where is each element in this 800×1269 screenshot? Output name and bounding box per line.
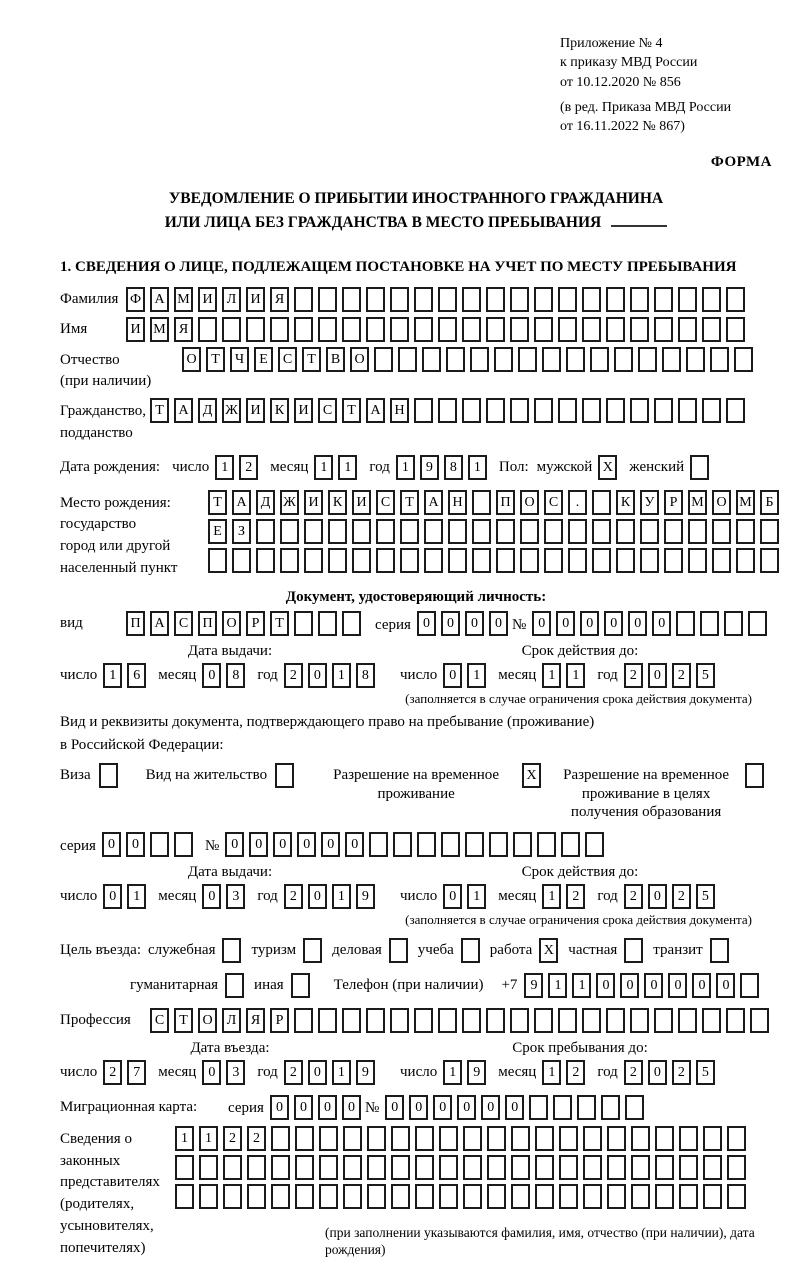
identity-issue-year-cells[interactable]: 2 0 1 8 (284, 663, 375, 688)
male-checkbox[interactable]: X (598, 455, 617, 480)
citizenship-cells[interactable]: Т А Д Ж И К И С Т А Н (150, 398, 745, 423)
annex-line-2: к приказу МВД России (560, 55, 698, 71)
month-word: месяц (158, 887, 197, 904)
birth-year-cells[interactable]: 1 9 8 1 (396, 455, 487, 480)
entry-date-headers (60, 1039, 772, 1058)
residence-valid-month-cells[interactable]: 1 2 (542, 884, 585, 909)
representatives-row2-cells[interactable] (175, 1155, 772, 1180)
purpose-transit-checkbox[interactable] (710, 938, 729, 963)
day-word: число (400, 1063, 438, 1080)
residence-valid-year-cells[interactable]: 2 0 2 5 (624, 884, 715, 909)
patronymic-label: Отчество (при наличии) (60, 351, 152, 390)
identity-valid-note: (заполняется в случае ограничения срока действия документа) (405, 691, 752, 707)
year-word: год (369, 458, 390, 475)
representatives-row1-cells[interactable]: 1 1 2 2 (175, 1126, 772, 1151)
purpose-study-checkbox[interactable] (461, 938, 480, 963)
annex-line-5: от 16.11.2022 № 867) (560, 119, 685, 135)
residence-option-vnzh: Вид на жительство (146, 763, 294, 788)
identity-kind-cells[interactable]: П А С П О Р Т (126, 611, 361, 636)
purpose-humanitarian-checkbox[interactable] (225, 973, 244, 998)
month-word: месяц (498, 667, 537, 684)
citizenship-row (60, 398, 772, 445)
identity-series-cells[interactable]: 0 0 0 0 (417, 611, 508, 636)
female-label: женский (629, 458, 685, 475)
citizenship-label: Гражданство, подданство (60, 403, 147, 441)
month-word: месяц (498, 1063, 537, 1080)
section1-heading: 1. СВЕДЕНИЯ О ЛИЦЕ, ПОДЛЕЖАЩЕМ ПОСТАНОВКЕ НА УЧЕТ ПО МЕСТУ ПРЕБЫВАНИЯ (60, 258, 737, 275)
birth-place-row1-cells[interactable]: Т А Д Ж И К И С Т А Н П О С . К У Р М О М Б (208, 490, 779, 515)
representatives-note: (при заполнении указываются фамилия, имя, отчество (при наличии), дата рождения) (325, 1224, 755, 1257)
surname-label: Фамилия (60, 290, 119, 307)
day-word: число (400, 667, 438, 684)
residence-issue-year-cells[interactable]: 2 0 1 9 (284, 884, 375, 909)
representatives-row (60, 1126, 772, 1260)
male-label: мужской (536, 458, 593, 475)
purpose-business-checkbox[interactable] (389, 938, 408, 963)
temp-residence-education-checkbox[interactable] (745, 763, 764, 788)
given-name-label: Имя (60, 320, 88, 337)
annex-line-1: Приложение № 4 (560, 36, 663, 51)
residence-issue-month-cells[interactable]: 0 3 (202, 884, 245, 909)
visit-purpose-row2 (130, 973, 772, 998)
identity-doc-row (60, 611, 772, 636)
patronymic-cells[interactable]: О Т Ч Е С Т В О (182, 347, 753, 372)
phone-prefix: +7 (501, 977, 518, 994)
migration-number-word: № (364, 1100, 380, 1117)
migration-series-cells[interactable]: 0 0 0 0 (270, 1095, 361, 1120)
annex-line-4: (в ред. Приказа МВД России (560, 99, 732, 115)
birth-month-cells[interactable]: 1 1 (314, 455, 357, 480)
migration-card-row (60, 1095, 772, 1120)
day-word: число (60, 667, 98, 684)
purpose-private-label: частная (568, 942, 618, 959)
purpose-tourism-checkbox[interactable] (303, 938, 322, 963)
birth-date-row (60, 455, 772, 480)
residence-dates-row (60, 884, 772, 909)
stay-month-cells[interactable]: 1 2 (542, 1060, 585, 1085)
migration-series-word: серия (228, 1100, 264, 1117)
entry-day-cells[interactable]: 2 7 (103, 1060, 146, 1085)
stay-year-cells[interactable]: 2 0 2 5 (624, 1060, 715, 1085)
residence-option-visa: Виза (60, 763, 118, 788)
purpose-work-label: работа (489, 942, 533, 959)
residence-options-row (60, 763, 772, 822)
purpose-tourism-label: туризм (251, 942, 297, 959)
representatives-label: Сведения о законных представителях (родителях, усыновителях, попечителях) (60, 1130, 160, 1256)
identity-kind-label: вид (60, 615, 83, 632)
profession-label: Профессия (60, 1012, 131, 1029)
purpose-transit-label: транзит (653, 942, 703, 959)
entry-dates-row (60, 1060, 772, 1085)
identity-valid-year-cells[interactable]: 2 0 2 5 (624, 663, 715, 688)
purpose-work-checkbox[interactable]: X (539, 938, 558, 963)
year-word: год (257, 1063, 278, 1080)
residence-doc-heading1: Вид и реквизиты документа, подтверждающего право на пребывание (проживание) (60, 714, 595, 731)
identity-date-headers (60, 642, 772, 661)
birth-place-label: Место рождения: государство город или другой населенный пункт (60, 494, 178, 576)
visa-checkbox[interactable] (99, 763, 118, 788)
residence-issue-day-cells[interactable]: 0 1 (103, 884, 146, 909)
migration-card-label: Миграционная карта: (60, 1098, 198, 1115)
form-title-line2: ИЛИ ЛИЦА БЕЗ ГРАЖДАНСТВА В МЕСТО ПРЕБЫВАНИЯ (60, 211, 772, 234)
purpose-business-label: деловая (332, 942, 382, 959)
purpose-other-label: иная (254, 977, 284, 994)
residence-number-cells[interactable]: 0 0 0 0 0 0 (225, 832, 604, 857)
form-label: ФОРМА (710, 153, 772, 170)
visit-purpose-row (60, 938, 772, 963)
identity-issue-month-cells[interactable]: 0 8 (202, 663, 245, 688)
stay-day-cells[interactable]: 1 9 (443, 1060, 486, 1085)
year-word: год (597, 667, 618, 684)
identity-number-word: № (511, 616, 527, 633)
birth-place-row (60, 490, 772, 580)
visit-purpose-label: Цель въезда: (60, 942, 141, 959)
month-word: месяц (498, 887, 537, 904)
given-name-cells[interactable]: И М Я (126, 317, 745, 342)
residence-series-row (60, 832, 772, 857)
residence-doc-heading2: в Российской Федерации: (60, 737, 224, 754)
residence-issue-label: Дата выдачи: (187, 864, 273, 881)
annex-header (560, 34, 772, 137)
representatives-cells-stack (175, 1126, 772, 1259)
identity-doc-heading: Документ, удостоверяющий личность: (285, 588, 547, 605)
profession-row (60, 1008, 772, 1033)
birth-place-cells-stack (208, 490, 779, 577)
day-word: число (60, 887, 98, 904)
stay-until-label: Срок пребывания до: (512, 1040, 648, 1057)
residence-number-word: № (204, 837, 220, 854)
purpose-private-checkbox[interactable] (624, 938, 643, 963)
profession-cells[interactable]: С Т О Л Я Р (150, 1008, 769, 1033)
purpose-official-label: служебная (147, 942, 216, 959)
migration-number-cells[interactable]: 0 0 0 0 0 0 (385, 1095, 644, 1120)
identity-valid-month-cells[interactable]: 1 1 (542, 663, 585, 688)
residence-series-cells[interactable]: 0 0 (102, 832, 193, 857)
month-word: месяц (158, 667, 197, 684)
residence-option-rvp: Разрешение на временное проживание X (318, 763, 541, 804)
identity-valid-label: Срок действия до: (521, 643, 639, 660)
phone-cells[interactable]: 9 1 1 0 0 0 0 0 0 (524, 973, 759, 998)
identity-dates-row (60, 663, 772, 688)
form-title-line1: УВЕДОМЛЕНИЕ О ПРИБЫТИИ ИНОСТРАННОГО ГРАЖДАНИНА (168, 190, 664, 208)
phone-label: Телефон (при наличии) (333, 977, 484, 994)
birth-place-row3-cells[interactable] (208, 548, 779, 573)
identity-series-word: серия (375, 616, 411, 633)
residence-valid-label: Срок действия до: (521, 864, 639, 881)
entry-month-cells[interactable]: 0 3 (202, 1060, 245, 1085)
temp-residence-checkbox[interactable]: X (522, 763, 541, 788)
surname-cells[interactable]: Ф А М И Л И Я (126, 287, 745, 312)
year-word: год (597, 887, 618, 904)
year-word: год (257, 887, 278, 904)
purpose-other-checkbox[interactable] (291, 973, 310, 998)
month-word: месяц (270, 458, 309, 475)
birth-place-row2-cells[interactable]: Е З (208, 519, 779, 544)
surname-row (60, 287, 772, 312)
residence-option-rvp-edu: Разрешение на временное проживание в целях получения образования (555, 763, 764, 822)
year-word: год (257, 667, 278, 684)
purpose-humanitarian-label: гуманитарная (130, 977, 219, 994)
entry-date-label: Дата въезда: (190, 1040, 270, 1057)
year-word: год (597, 1063, 618, 1080)
title-blank-line (611, 211, 667, 227)
patronymic-row (60, 347, 772, 394)
month-word: месяц (158, 1063, 197, 1080)
female-checkbox[interactable] (690, 455, 709, 480)
representatives-row3-cells[interactable] (175, 1184, 772, 1209)
identity-valid-day-cells[interactable]: 0 1 (443, 663, 486, 688)
gender-label: Пол: (498, 458, 529, 475)
day-word: число (60, 1063, 98, 1080)
annex-line-3: от 10.12.2020 № 856 (560, 74, 681, 90)
form-title (60, 187, 772, 234)
purpose-official-checkbox[interactable] (222, 938, 241, 963)
identity-issue-label: Дата выдачи: (187, 643, 273, 660)
residence-permit-checkbox[interactable] (275, 763, 294, 788)
residence-series-word: серия (60, 837, 96, 854)
residence-valid-day-cells[interactable]: 0 1 (443, 884, 486, 909)
residence-date-headers (60, 863, 772, 882)
identity-issue-day-cells[interactable]: 1 6 (103, 663, 146, 688)
day-word: число (400, 887, 438, 904)
entry-year-cells[interactable]: 2 0 1 9 (284, 1060, 375, 1085)
purpose-study-label: учеба (417, 942, 454, 959)
residence-valid-note: (заполняется в случае ограничения срока действия документа) (405, 911, 752, 927)
identity-number-cells[interactable]: 0 0 0 0 0 0 (532, 611, 767, 636)
given-name-row (60, 317, 772, 342)
birth-date-label: Дата рождения: (60, 458, 161, 475)
day-word: число (172, 458, 210, 475)
birth-day-cells[interactable]: 1 2 (215, 455, 258, 480)
